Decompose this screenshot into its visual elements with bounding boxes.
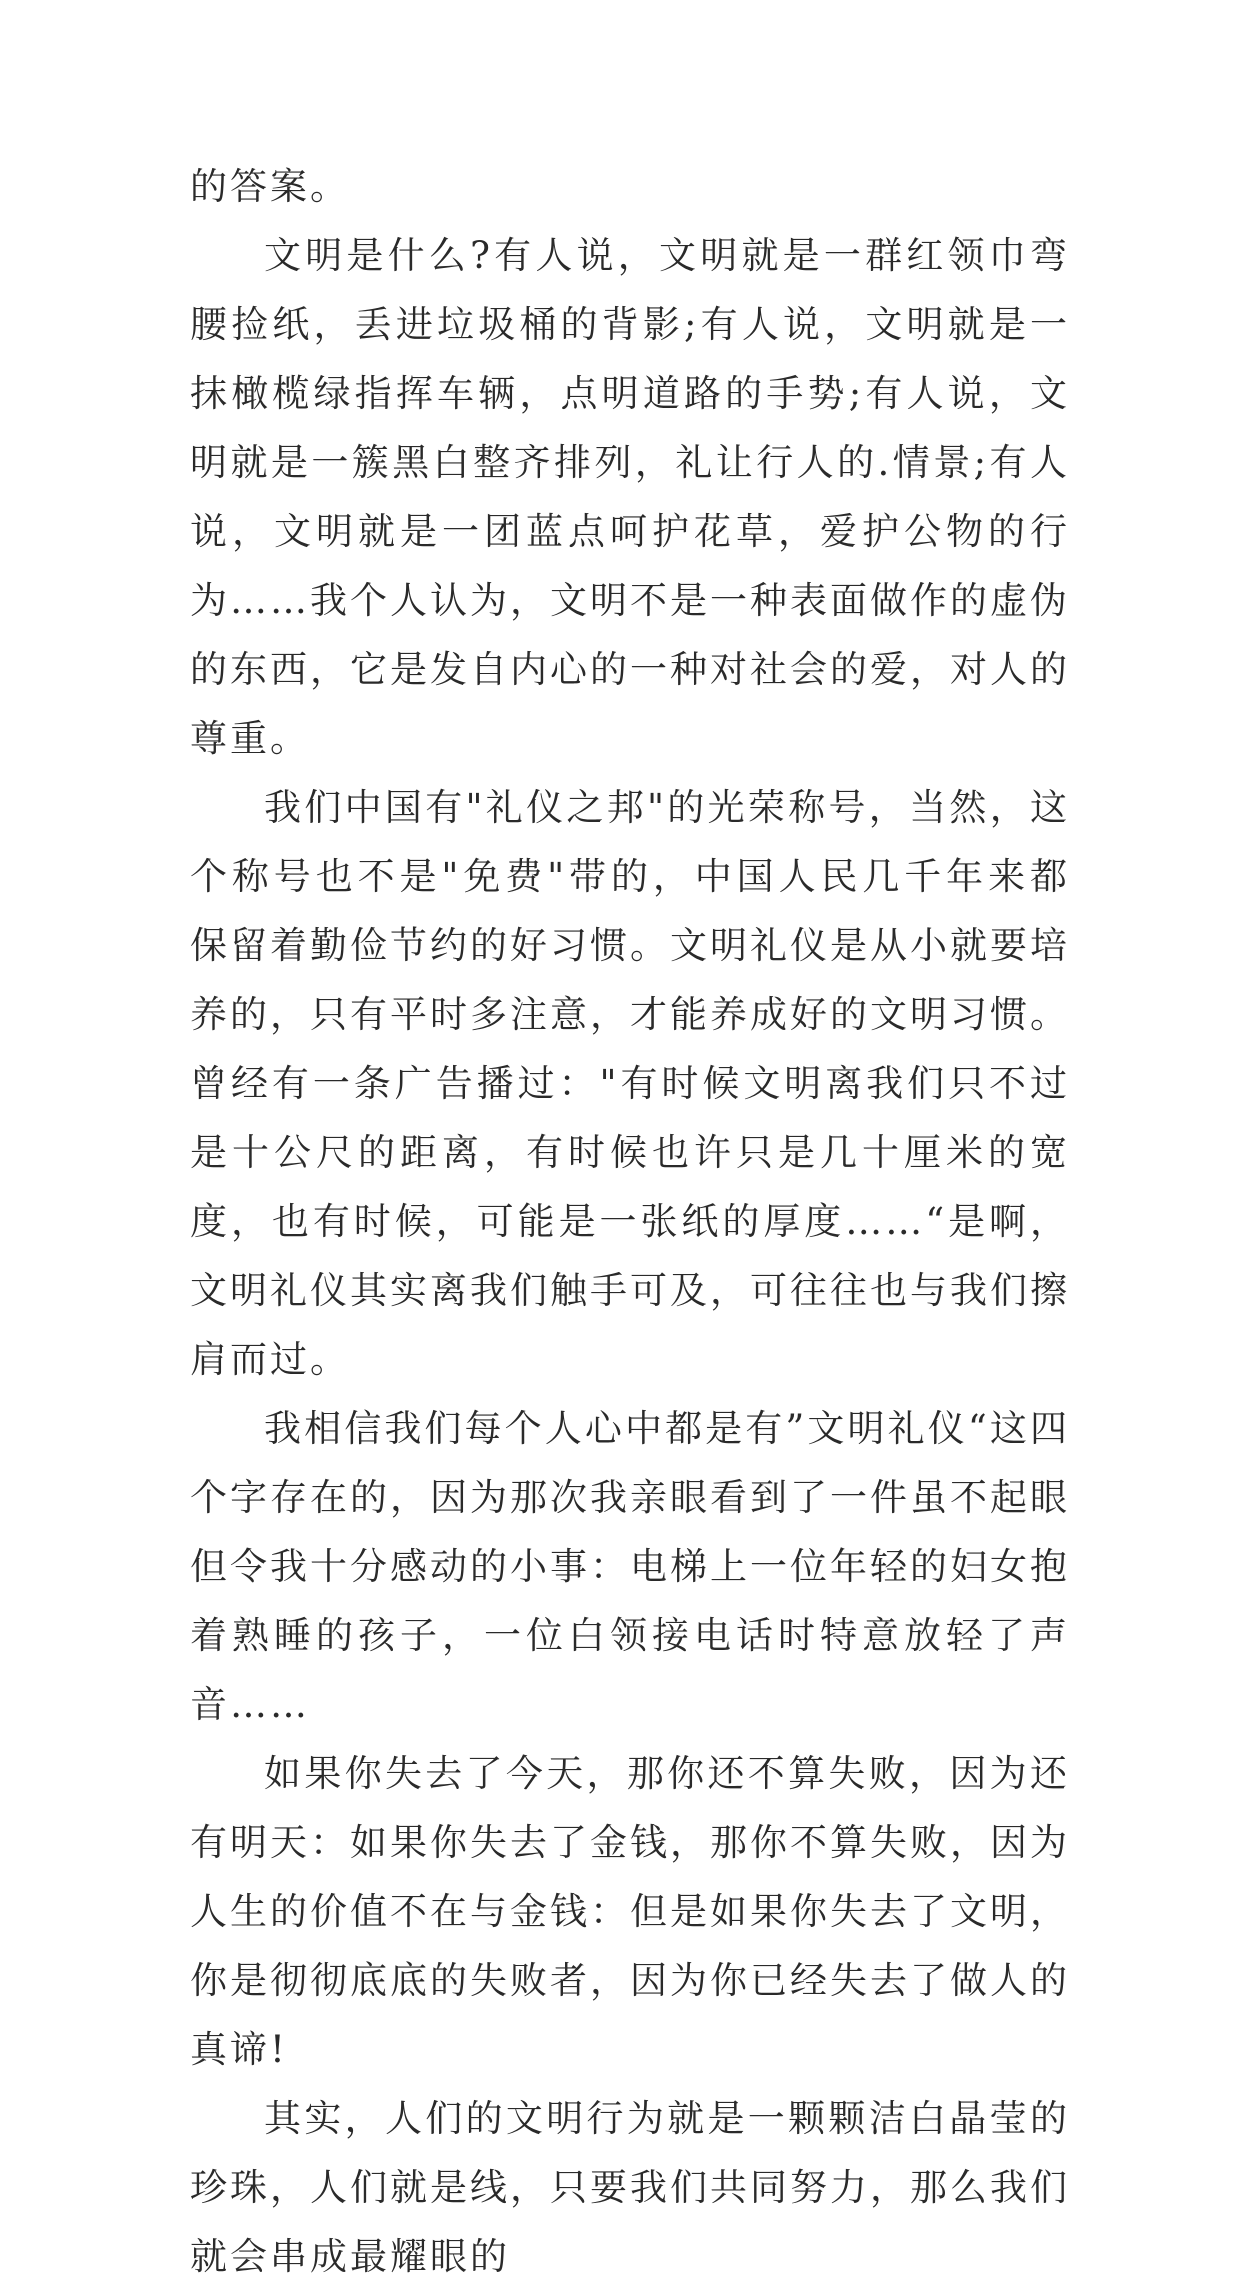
- paragraph-what-is-civilization: 文明是什么?有人说，文明就是一群红领巾弯腰捡纸，丢进垃圾桶的背影;有人说，文明就是一抹橄榄绿指挥车辆，点明道路的手势;有人说，文明就是一簇黑白整齐排列，礼让行人的.情景;有人说，文明就是一团蓝点呵护花草，爱护公物的行为……我个人认为，文明不是一种表面做作的虚伪的东西，它是发自内心的一种对社会的爱，对人的尊重。: [190, 234, 1070, 760]
- document-body: [190, 152, 1070, 2291]
- paragraph-elevator-story: 我相信我们每个人心中都是有”文明礼仪“这四个字存在的，因为那次我亲眼看到了一件虽不起眼但令我十分感动的小事：电梯上一位年轻的妇女抱着熟睡的孩子，一位白领接电话时特意放轻了声音……: [190, 1407, 1070, 1726]
- paragraph-continuation: 的答案。: [190, 165, 350, 208]
- paragraph-losing-civilization: 如果你失去了今天，那你还不算失败，因为还有明天：如果你失去了金钱，那你不算失败，因为人生的价值不在与金钱：但是如果你失去了文明，你是彻彻底底的失败者，因为你已经失去了做人的真谛!: [190, 1752, 1070, 2071]
- paragraph-land-of-etiquette: 我们中国有"礼仪之邦"的光荣称号，当然，这个称号也不是"免费"带的，中国人民几千年来都保留着勤俭节约的好习惯。文明礼仪是从小就要培养的，只有平时多注意，才能养成好的文明习惯。曾经有一条广告播过："有时候文明离我们只不过是十公尺的距离，有时候也许只是几十厘米的宽度，也有时候，可能是一张纸的厚度……“是啊，文明礼仪其实离我们触手可及，可往往也与我们擦肩而过。: [190, 786, 1070, 1381]
- paragraph-pearls: 其实，人们的文明行为就是一颗颗洁白晶莹的珍珠，人们就是线，只要我们共同努力，那么我们就会串成最耀眼的: [190, 2097, 1070, 2278]
